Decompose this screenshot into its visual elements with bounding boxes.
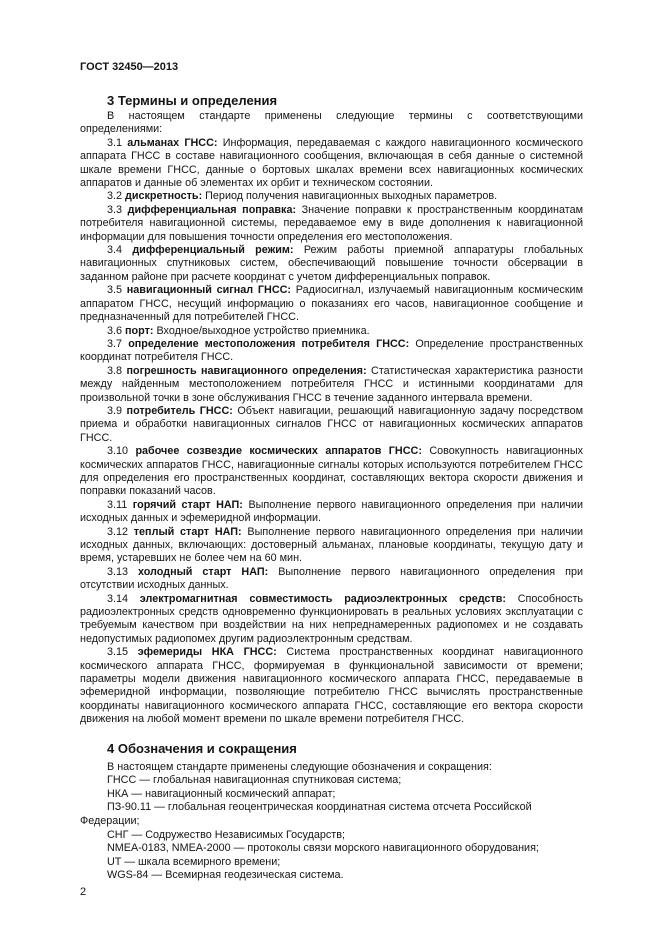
term-3-7	[80, 338, 583, 365]
term-name: горячий старт НАП:	[132, 498, 243, 511]
term-definition: Входное/выходное устройство приемника.	[156, 324, 370, 337]
term-number: 3.9	[107, 404, 123, 417]
abbreviation-item: СНГ — Содружество Независимых Государств;	[107, 828, 345, 841]
term-definition: Определение пространственных координат потребителя ГНСС.	[80, 337, 584, 364]
term-definition: Статистическая характеристика разности между найденным местоположением потребителя ГНСС и истинными координатами для произвольной точки в зоне обслуживания ГНСС в течение заданного интервала времени.	[80, 364, 584, 404]
page-content	[80, 60, 583, 899]
term-name: дифференциальная поправка:	[127, 203, 297, 216]
abbreviation-item: ГНСС — глобальная навигационная спутниковая система;	[107, 774, 402, 787]
term-definition: Объект навигации, решающий навигационную задачу посредством приема и обработки навигационных сигналов ГНСС от навигационных космических аппаратов ГНСС.	[80, 404, 584, 444]
term-definition: Выполнение первого навигационного определения при наличии исходных данных и эфемеридной информации.	[80, 498, 583, 525]
term-definition: Радиосигнал, излучаемый навигационным космическим аппаратом ГНСС, несущий информацию о показаниях его часов, навигационное сообщение и предназначенный для потребителей ГНСС.	[80, 284, 583, 324]
term-definition: Система пространственных координат навигационного космического аппарата ГНСС, формируемая в функциональной зависимости от времени; параметры модели движения навигационного космического аппарата ГНСС, передаваемые в эфемеридной информации, позволяющие потребителю ГНСС вычислять пространственные координаты навигационного космического аппарата ГНСС, составляющие его вектора скорости движения на любой момент времени по шкале времени потребителя ГНСС.	[80, 646, 584, 726]
term-number: 3.5	[107, 284, 123, 297]
term-definition: Значение поправки к пространственным координатам потребителя навигационной системы, передаваемое ему в виде дополнения к навигационной информации для повышения точности определения его местоположения.	[80, 203, 583, 243]
term-definition: Период получения навигационных выходных параметров.	[205, 190, 498, 203]
term-definition: Выполнение первого навигационного определения при отсутствии исходных данных.	[80, 565, 583, 592]
page-number: 2	[80, 886, 87, 899]
term-number: 3.1	[107, 136, 123, 149]
term-number: 3.11	[107, 498, 128, 511]
term-definition: Способность радиоэлектронных средств одновременно функционировать в реальных условиях эксплуатации с требуемым качеством при воздействии на них непреднамеренных радиопомех и не создавать недопустимых радиопомех другим радиоэлектронным средствам.	[80, 592, 584, 645]
term-number: 3.12	[107, 525, 129, 538]
term-number: 3.2	[107, 190, 123, 203]
abbreviation-item: ПЗ-90.11 — глобальная геоцентрическая координатная система отсчета Российской Федерации;	[80, 801, 532, 828]
abbreviation-item: НКА — навигационный космический аппарат;	[107, 787, 336, 800]
section-3-intro: В настоящем стандарте применены следующие термины с соответствующими определениями:	[80, 110, 583, 136]
term-number: 3.6	[107, 324, 123, 337]
term-3-6	[80, 325, 583, 338]
term-3-10	[80, 445, 583, 499]
term-3-11	[80, 499, 583, 526]
term-3-1	[80, 137, 583, 191]
term-3-12	[80, 526, 583, 566]
term-number: 3.15	[107, 646, 129, 659]
term-definition: Выполнение первого навигационного определения при наличии исходных данных, включающих: достоверный альманах, плановые координаты, текущую дату и время, устаревших не более чем на 60 мин.	[80, 525, 584, 565]
term-definition: Совокупность навигационных космических аппаратов ГНСС, навигационные сигналы которых используются потребителем ГНСС для определения его пространственных координат, составляющих вектора скорости движения и поправки показаний часов.	[80, 445, 583, 498]
term-name: рабочее созвездие космических аппаратов ГНСС:	[135, 445, 422, 458]
abbreviation-item: WGS-84 — Всемирная геодезическая система.	[107, 869, 344, 882]
section-3-heading: 3 Термины и определения	[107, 93, 278, 108]
term-name: погрешность навигационного определения:	[126, 364, 367, 377]
term-name: теплый старт НАП:	[133, 525, 242, 538]
abbreviation-item: NMEA-0183, NMEA-2000 — протоколы связи морского навигационного оборудования;	[107, 842, 539, 855]
term-name: дискретность:	[125, 190, 203, 203]
term-name: холодный старт НАП:	[137, 565, 269, 578]
section-4-heading: 4 Обозначения и сокращения	[107, 740, 297, 756]
document-id-header: ГОСТ 32450—2013	[80, 61, 179, 73]
term-3-9	[80, 405, 583, 445]
term-name: навигационный сигнал ГНСС:	[126, 284, 292, 297]
term-name: порт:	[125, 324, 154, 337]
abbreviation-item: UT — шкала всемирного времени;	[107, 855, 281, 868]
term-3-8	[80, 365, 583, 405]
term-name: потребитель ГНСС:	[126, 404, 233, 417]
term-number: 3.14	[107, 592, 129, 605]
term-definition: Информация, передаваемая с каждого навигационного космического аппарата ГНСС в составе навигационного сообщения, включающая в себя данные о системной шкале времени ГНСС, данные о бортовых шкалах времени всех навигационных космических аппаратов и данные об элементах их орбит и техническом состоянии.	[80, 136, 583, 190]
term-number: 3.4	[107, 244, 123, 257]
term-number: 3.3	[107, 203, 123, 216]
section-4-intro: В настоящем стандарте применены следующие обозначения и сокращения:	[107, 760, 492, 773]
term-number: 3.7	[107, 337, 123, 350]
term-name: электромагнитная совместимость радиоэлектронных средств:	[139, 592, 506, 605]
term-name: альманах ГНСС:	[127, 136, 218, 149]
term-3-4	[80, 244, 583, 284]
term-3-3	[80, 204, 583, 244]
term-number: 3.13	[107, 565, 129, 578]
term-3-14	[80, 593, 583, 647]
term-3-13	[80, 566, 583, 593]
term-3-2	[80, 190, 583, 203]
term-name: дифференциальный режим:	[132, 244, 294, 257]
term-3-5	[80, 284, 583, 324]
term-definition: Режим работы приемной аппаратуры глобальных навигационных спутниковых систем, обеспечивающий повышение точности обсервации в заданном районе при расчете координат с учетом дифференциальных поправок.	[80, 244, 584, 283]
term-3-15	[80, 646, 583, 726]
term-number: 3.10	[107, 445, 129, 458]
term-number: 3.8	[107, 364, 123, 377]
term-name: определение местоположения потребителя ГНСС:	[128, 337, 410, 350]
term-name: эфемериды НКА ГНСС:	[137, 646, 277, 659]
